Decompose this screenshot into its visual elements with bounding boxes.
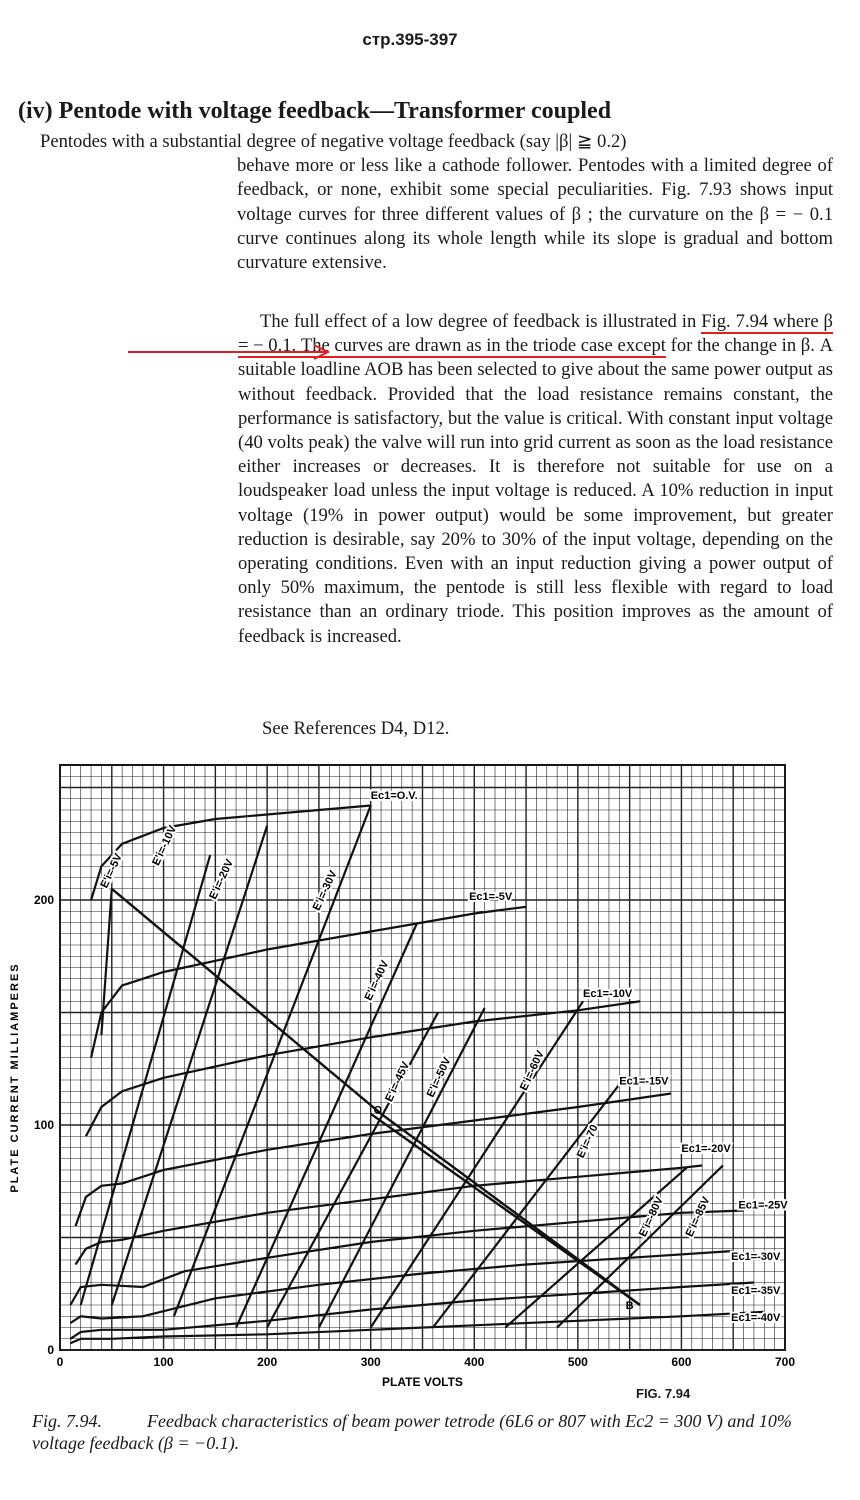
ec1-series-label: Ec1=O.V. [370,789,418,802]
y-tick-label: 0 [47,1343,54,1357]
x-tick-label: 300 [360,1355,381,1369]
ec1-series-label: Ec1=-5V [469,891,513,903]
ec1-series-label: Ec1=-10V [583,987,633,1000]
section-heading: (iv) Pentode with voltage feedback—Transformer coupled [18,98,612,124]
ec1-series-label: Ec1=-35V [731,1284,781,1297]
ei-series-label: E'i=-60V [517,1048,547,1093]
figure-caption [32,1410,802,1454]
ei-series-label: E'i=-85V [683,1195,713,1239]
y-axis-label: PLATE CURRENT MILLIAMPERES [9,962,21,1193]
ei-series-label: E'i=-5V [98,851,125,891]
paragraph-2-underlined: Fig. 7.94 where β = − 0.1. The curves are drawn as in the triode case except [238,311,833,357]
x-tick-label: 400 [464,1355,485,1369]
x-tick-label: 0 [56,1355,64,1369]
paragraph-1-body: behave more or less like a cathode follower. Pentodes with a limited degree of feedback, or none, exhibit some special peculiarities. Fig. 7.93 shows input voltage curves for three different values of β ; the curvature on the β = − 0.1 curve continues along its whole length while its slope is gradual and bottom curvature extensive. [237,155,833,274]
references-line: See References D4, D12. [262,718,450,739]
caption-label: Fig. 7.94. [32,1411,102,1431]
ec1-series-label: Ec1=-30V [731,1251,781,1263]
caption-text: Feedback characteristics of beam power tetrode (6L6 or 807 with Ec2 = 300 V) and 10% voltage feedback (β = −0.1). [32,1411,792,1453]
point-label: O [373,1104,383,1117]
ei-series-label: E'i=-45V [383,1060,413,1104]
x-tick-label: 100 [153,1355,174,1369]
ec1-series-label: Ec1=-15V [619,1075,669,1088]
paragraph-2-start: The full effect of a low degree of feedback is illustrated in [260,311,697,332]
figure-7-94-chart [0,755,860,1405]
y-tick-label: 200 [33,893,54,907]
ei-series-label: E'i=-40V [362,958,392,1003]
ei-series-label: E'i=-30V [310,868,340,913]
x-tick-label: 700 [774,1355,796,1369]
x-tick-label: 200 [257,1355,278,1369]
page-reference: стр.395-397 [362,30,458,49]
ei-series-label: E'i=-80V [637,1195,666,1239]
ec1-series-label: Ec1=-20V [681,1143,731,1155]
ei-series-label: E'i=-20V [207,857,237,902]
figure-id-label: FIG. 7.94 [636,1386,691,1401]
paragraph-1 [40,130,833,275]
ei-series-label: E'i=-50V [424,1055,454,1100]
y-tick-label: 100 [33,1118,54,1132]
ei-series-label: E'i=-10V [150,823,180,868]
x-tick-label: 500 [567,1355,588,1369]
ec1-series-label: Ec1=-25V [738,1199,788,1212]
ei-series-label: E'i=-70 [574,1122,601,1161]
paragraph-1-lead: Pentodes with a substantial degree of negative voltage feedback (say |β| ≧ 0.2) [40,131,627,152]
red-arrow-annotation [128,342,338,362]
x-axis-label: PLATE VOLTS [382,1375,463,1389]
point-label: B [625,1300,634,1312]
paragraph-2-rest: for the change in β. A suitable loadline AOB has been selected to give about the same power output as without feedback. Provided that the load resistance remains constant, the performance is satisfactory, but the value is critical. With constant input voltage (40 volts peak) the valve will run into grid current as soon as the load resistance either increases or decreases. It is therefore not suitable for use on a loudspeaker load unless the input voltage is reduced. A 10% reduction in input voltage (19% in power output) would be some improvement, but greater reduction is desirable, say 20% to 30% of the input voltage, depending on the operating conditions. Even with an input reduction giving a power output of only 50% maximum, the pentode is still less flexible with regard to load resistance than an ordinary triode. This position improves as the amount of feedback is increased. [238,335,833,647]
x-tick-label: 600 [671,1355,692,1369]
ec1-series-label: Ec1=-40V [731,1311,781,1324]
